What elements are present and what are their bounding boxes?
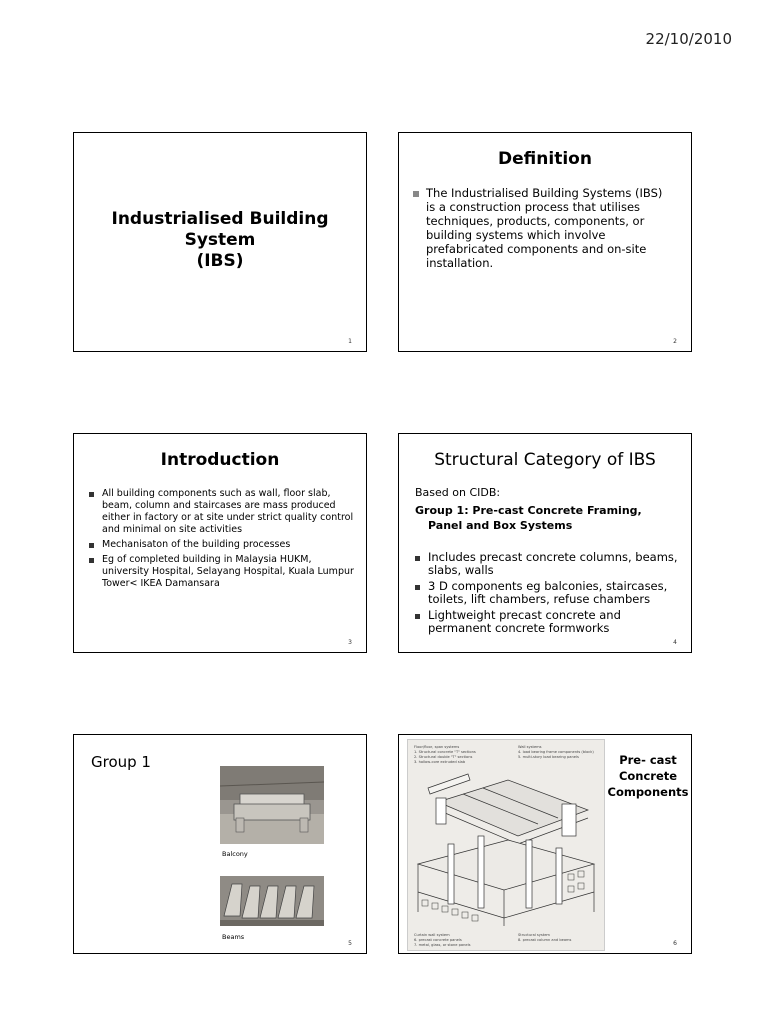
slide-5 [73,734,367,954]
diagram-label: 8. precast column and beams [518,938,572,942]
diagram-label: 4. load bearing frame components (block) [518,750,594,754]
beams-caption: Beams [222,933,245,941]
bullet-text: Eg of completed building in Malaysia HUKM, university Hospital, Selayang Hospital, Kuala Lumpur Tower< IKEA Damansara [102,554,354,589]
bullet-text: All building components such as wall, floor slab, beam, column and staircases are mass produced either in factory or at site under strict quality control and minimal on site activities [102,488,354,535]
list-item [89,539,356,551]
slide-number: 6 [673,940,677,947]
title-line: System [184,230,256,250]
diagram-label: Curtain wall system [414,933,450,937]
bullet-icon [415,585,420,590]
group-text: : Pre-cast Concrete Framing, [464,504,642,517]
bullet-icon [89,543,94,548]
balcony-photo [220,766,324,844]
bullet-icon [89,558,94,563]
bullet-icon [415,614,420,619]
slide-6-title [605,752,691,800]
balcony-caption: Balcony [222,850,248,858]
diagram-label: 2. Structural double "T" sections [414,755,473,759]
bullet-text: Mechanisaton of the building processes [102,539,291,550]
title-line: (IBS) [196,251,244,271]
diagram-label: 5. multi-story load bearing panels [518,755,579,759]
slide-5-title: Group 1 [91,753,151,771]
bullet-list [89,488,356,593]
date-header: 22/10/2010 [645,30,732,48]
slide-2 [398,132,692,352]
slide-number: 5 [348,940,352,947]
bullet-text: Lightweight precast concrete and permanent concrete formworks [428,608,621,635]
based-on-label: Based on CIDB: [415,486,501,499]
title-line: Pre- cast [619,753,677,767]
group-text-continued: Panel and Box Systems [428,519,573,532]
diagram-label: 7. metal, glass, or stone panels [414,943,471,947]
title-line: Components [607,785,689,799]
list-item [413,186,671,270]
bullet-list [413,186,671,270]
beams-photo [220,876,324,926]
bullet-list [415,551,683,638]
slide-number: 1 [348,338,352,345]
list-item [415,609,683,635]
bullet-text: 3 D components eg balconies, staircases, toilets, lift chambers, refuse chambers [428,579,668,606]
group-heading [415,503,683,533]
group-label: Group 1 [415,504,465,517]
diagram-label: 3. hollow-core extruded slab [414,760,466,764]
slide-2-title: Definition [498,149,592,169]
diagram-label: 6. precast concrete panels [414,938,462,942]
bullet-icon [89,492,94,497]
slide-number: 3 [348,639,352,646]
diagram-label: Wall systems [518,745,542,749]
bullet-icon [415,556,420,561]
slide-4 [398,433,692,653]
slide-number: 2 [673,338,677,345]
slide-6 [398,734,692,954]
slide-4-title: Structural Category of IBS [434,450,656,470]
title-line: Concrete [618,769,678,783]
slide-3 [73,433,367,653]
list-item [89,554,356,590]
diagram-label: Floor/floor, span systems [414,745,460,749]
diagram-label: Structural system [518,933,550,937]
bullet-text: Includes precast concrete columns, beams, slabs, walls [428,550,678,577]
bullet-text: The Industrialised Building Systems (IBS) is a construction process that utilises techniques, products, components, or building systems which involve prefabricated components and on-site installation. [426,186,663,270]
slide-3-title: Introduction [160,450,280,470]
slide-number: 4 [673,639,677,646]
title-line: Industrialised Building [111,209,329,229]
list-item [415,580,683,606]
diagram-label: 1. Structural concrete "T" sections [414,750,476,754]
slide-1 [73,132,367,352]
list-item [89,488,356,536]
bullet-icon [413,191,419,197]
list-item [415,551,683,577]
slide-1-title [74,209,366,272]
precast-components-diagram [407,739,605,951]
